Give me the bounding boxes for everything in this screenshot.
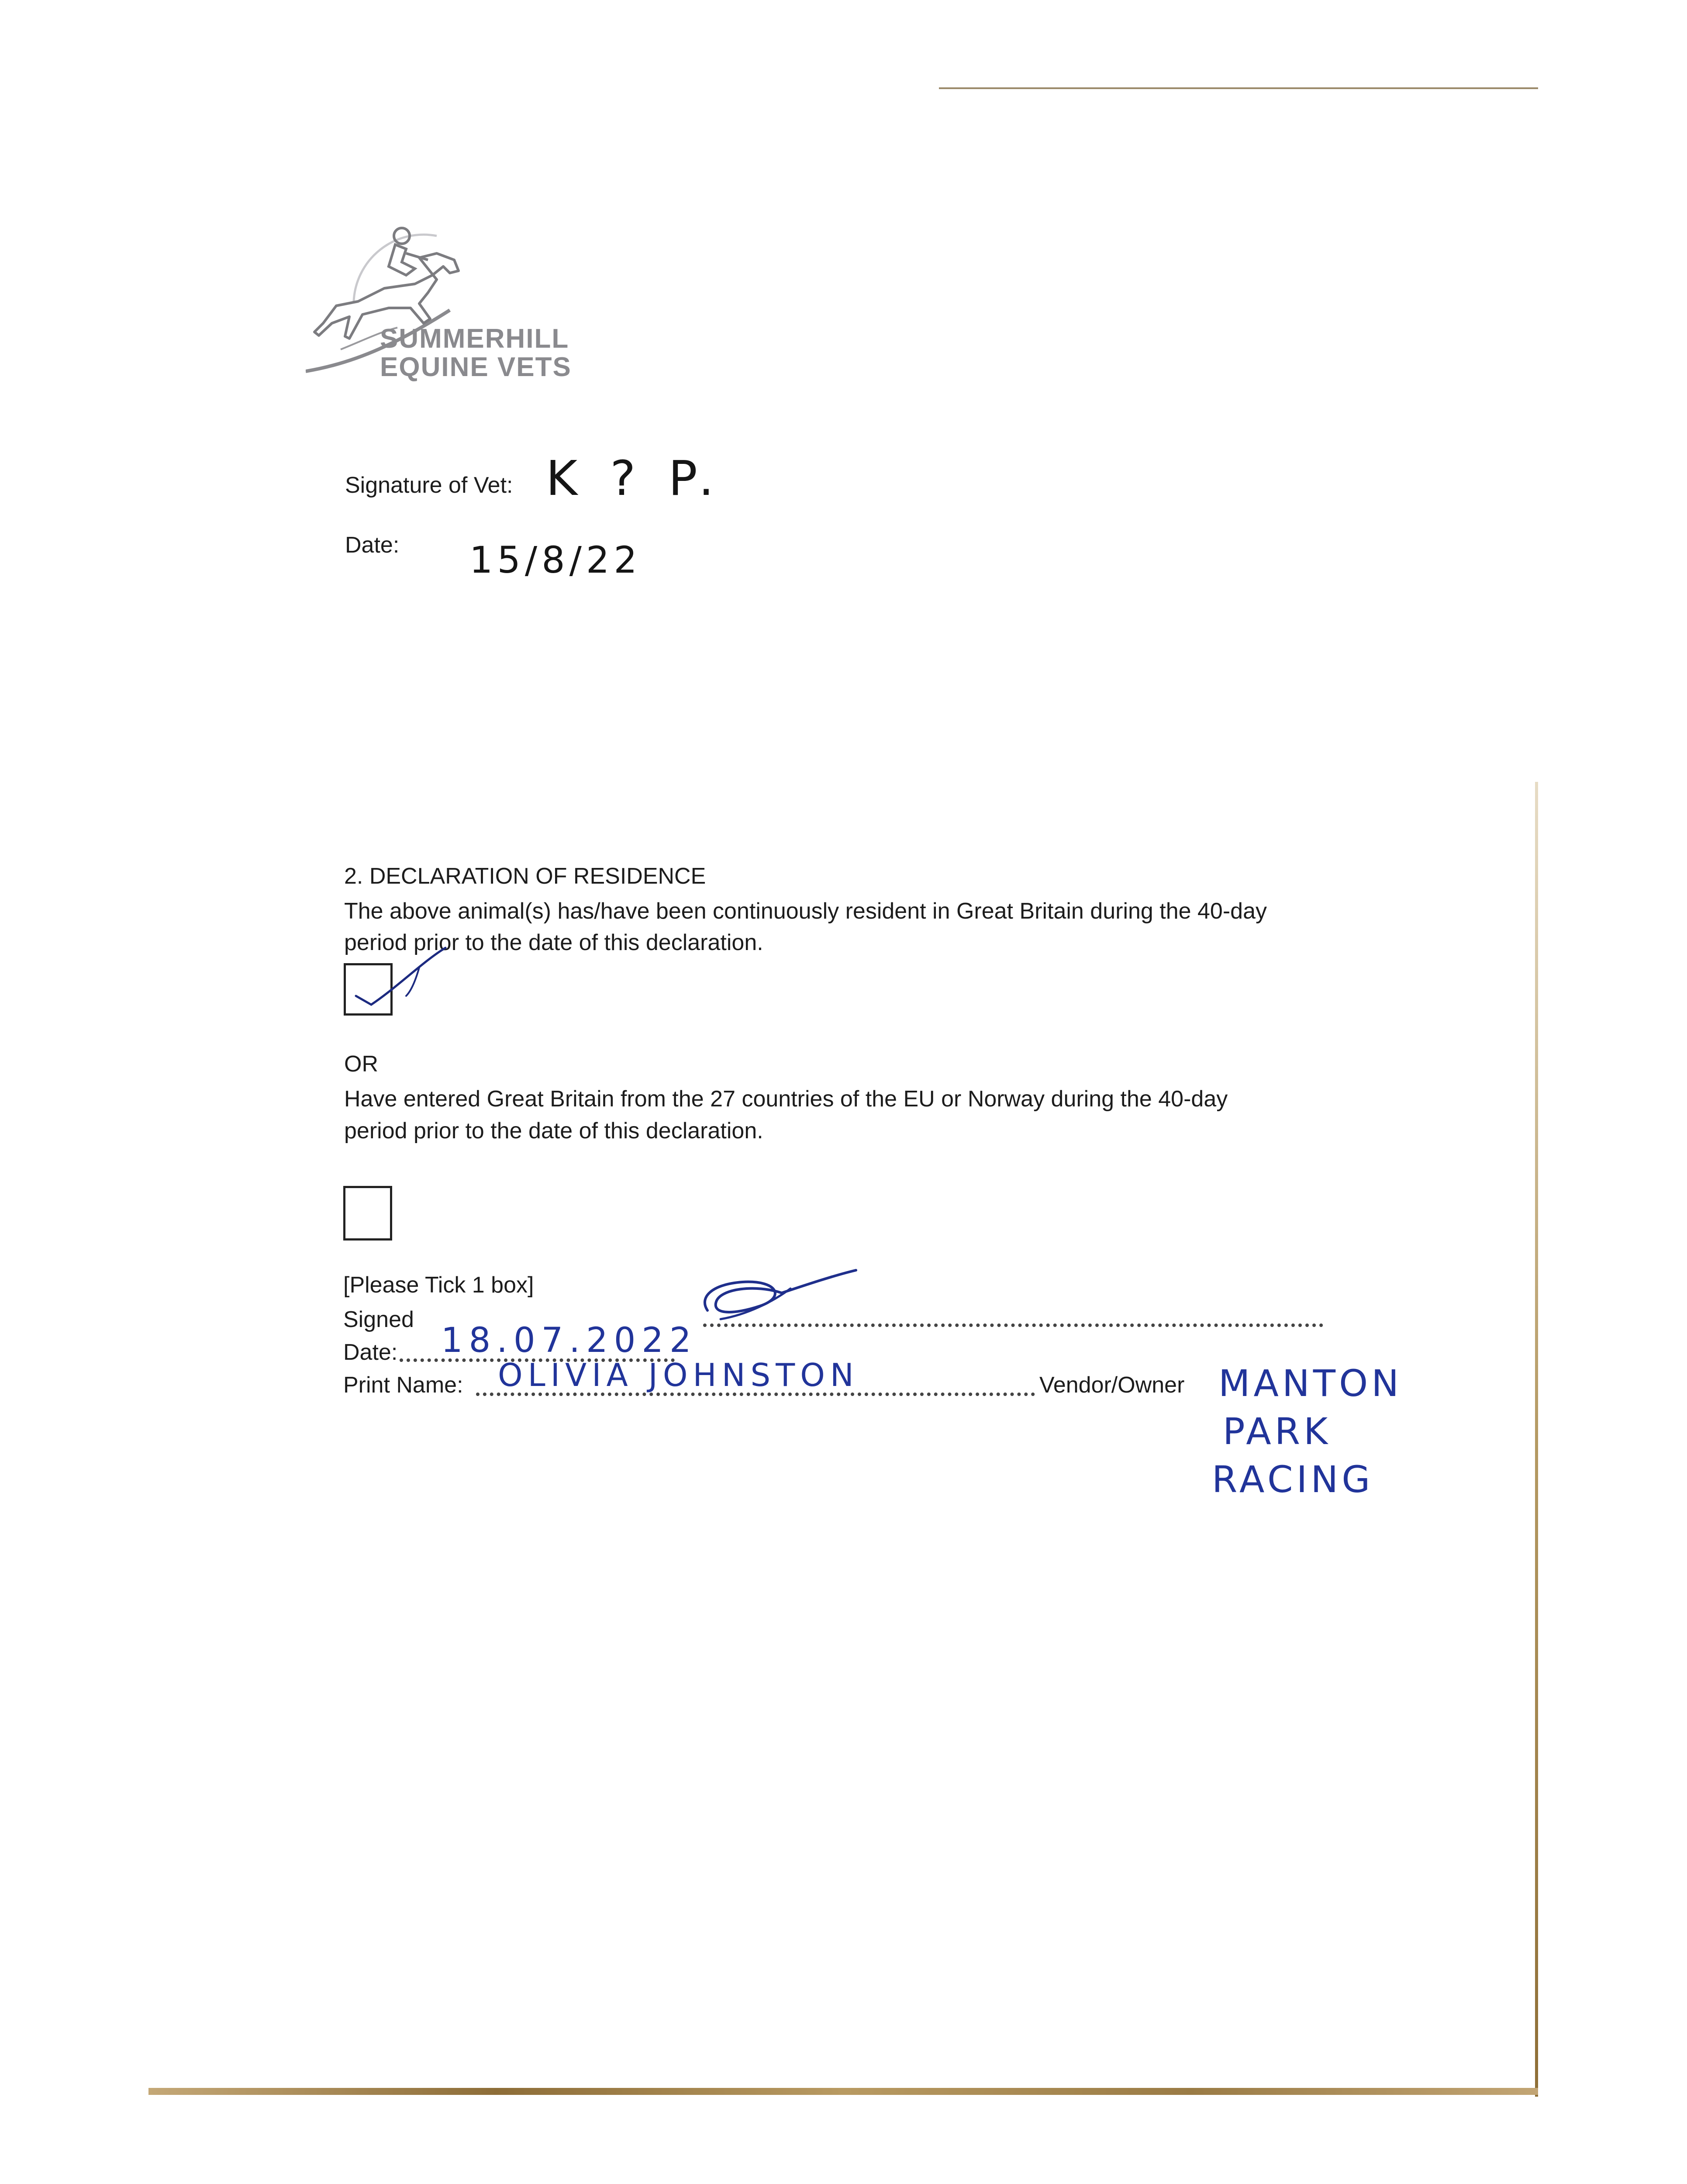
vendor-value-line1: MANTON bbox=[1218, 1362, 1403, 1405]
tick-instruction: [Please Tick 1 box] bbox=[343, 1272, 534, 1298]
scan-edge-top bbox=[939, 87, 1538, 89]
option2-text-line2: period prior to the date of this declaration. bbox=[344, 1118, 763, 1144]
company-logo bbox=[306, 218, 576, 384]
declaration-heading: 2. DECLARATION OF RESIDENCE bbox=[344, 864, 706, 889]
logo-text-line1: SUMMERHILL bbox=[380, 324, 569, 354]
signoff-date-label: Date: bbox=[343, 1340, 398, 1365]
signoff-date-value: 18.07.2022 bbox=[441, 1321, 697, 1360]
print-name-label: Print Name: bbox=[343, 1372, 463, 1398]
scan-edge-right bbox=[1535, 782, 1538, 2097]
logo-text-line2: EQUINE VETS bbox=[380, 352, 572, 382]
scan-edge-bottom bbox=[148, 2088, 1538, 2095]
signed-label: Signed bbox=[343, 1307, 414, 1332]
checkmark-icon bbox=[345, 930, 476, 1018]
vet-signature-label: Signature of Vet: bbox=[345, 473, 513, 498]
option2-checkbox[interactable] bbox=[343, 1186, 392, 1241]
vendor-value-line3: RACING bbox=[1212, 1458, 1374, 1501]
vendor-label: Vendor/Owner bbox=[1039, 1372, 1185, 1398]
signature-line bbox=[703, 1324, 1323, 1327]
option1-text-line2: period prior to the date of this declaration. bbox=[344, 930, 763, 955]
or-label: OR bbox=[344, 1051, 378, 1077]
option1-text-line1: The above animal(s) has/have been continuously resident in Great Britain during the 40-day bbox=[344, 898, 1267, 924]
vet-signature: K ? P. bbox=[546, 450, 723, 506]
option2-text-line1: Have entered Great Britain from the 27 countries of the EU or Norway during the 40-day bbox=[344, 1086, 1228, 1112]
print-name-value: OLIVIA JOHNSTON bbox=[498, 1357, 859, 1393]
vendor-value-line2: PARK bbox=[1223, 1410, 1332, 1453]
vet-date-label: Date: bbox=[345, 532, 400, 558]
vet-date-value: 15/8/22 bbox=[469, 539, 642, 581]
owner-signature bbox=[694, 1258, 860, 1332]
